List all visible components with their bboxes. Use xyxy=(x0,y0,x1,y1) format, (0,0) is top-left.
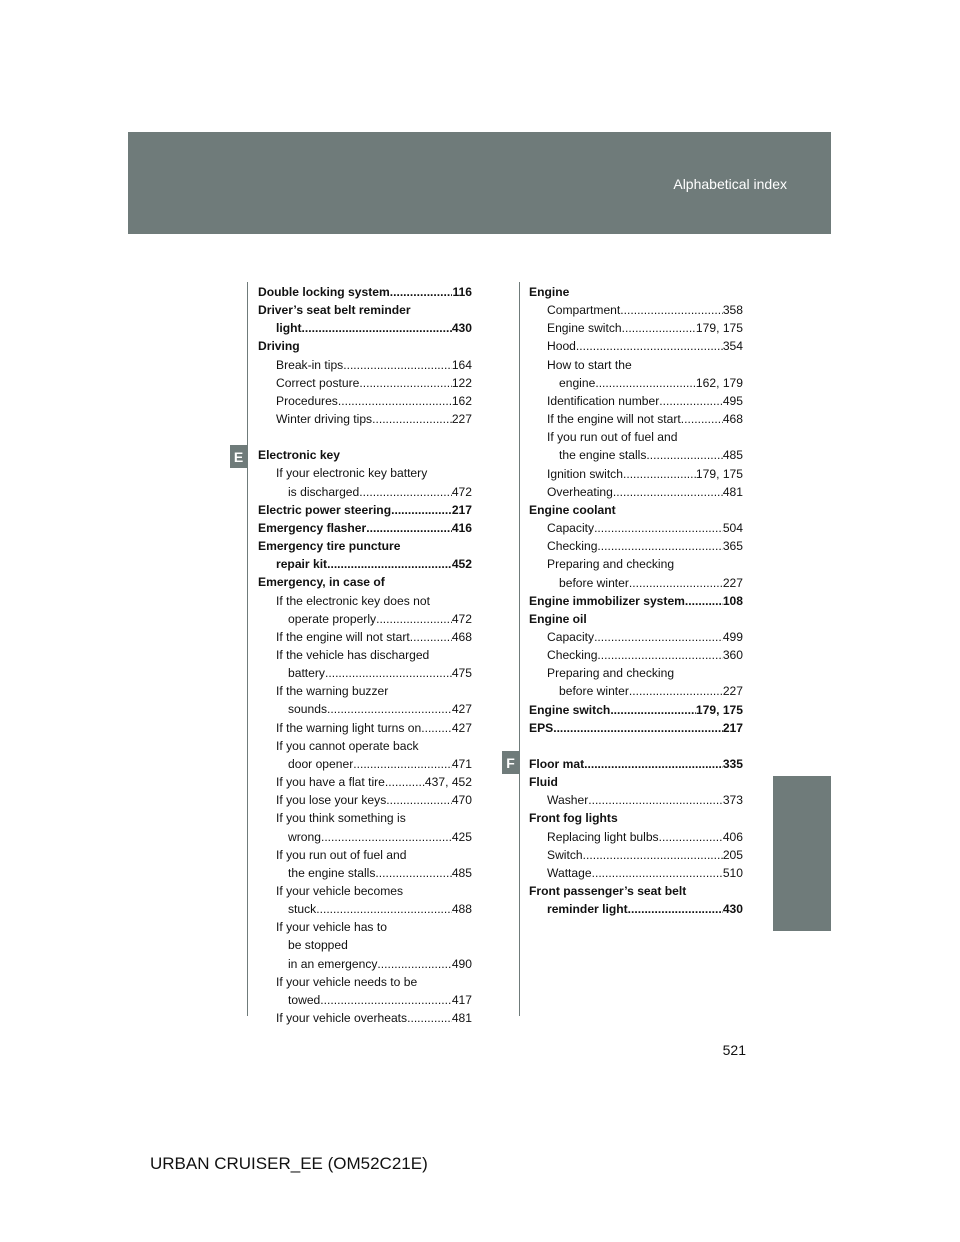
index-entry xyxy=(258,991,472,1009)
thumb-index-tab xyxy=(773,776,831,931)
dot-leader xyxy=(622,319,696,337)
index-entry-label: reminder light xyxy=(547,902,628,917)
index-entry-page: 510 xyxy=(722,865,743,880)
index-entry-page: 485 xyxy=(451,865,472,880)
index-entry-page: 504 xyxy=(722,521,743,536)
footer-text: URBAN CRUISER_EE (OM52C21E) xyxy=(150,1154,428,1173)
index-entry-label: Procedures xyxy=(276,393,338,408)
dot-leader xyxy=(338,392,452,410)
index-entry xyxy=(529,356,743,374)
index-entry xyxy=(258,592,472,610)
index-entry xyxy=(529,755,743,773)
index-entry-label: the engine stalls xyxy=(559,448,647,463)
index-entry-label: If your vehicle needs to be xyxy=(276,974,418,989)
index-entry xyxy=(529,337,743,355)
dot-leader xyxy=(321,828,452,846)
index-entry-label: Fluid xyxy=(529,775,558,790)
page-number: 521 xyxy=(722,1042,746,1058)
index-column-left xyxy=(258,283,472,1027)
dot-leader xyxy=(597,537,722,555)
index-entry-label: Electronic key xyxy=(258,448,341,463)
index-entry xyxy=(258,392,472,410)
index-entry-page: 452 xyxy=(451,557,472,572)
index-entry-page: 217 xyxy=(722,720,743,735)
index-entry-label: Capacity xyxy=(547,629,595,644)
index-entry xyxy=(258,828,472,846)
index-entry-page: 162, 179 xyxy=(695,375,743,390)
index-entry xyxy=(529,900,743,918)
section-gap xyxy=(529,737,743,755)
index-entry xyxy=(258,646,472,664)
index-entry-label: Driving xyxy=(258,339,300,354)
dot-leader xyxy=(359,483,452,501)
index-entry xyxy=(529,410,743,428)
letter-badge-e: E xyxy=(230,445,247,468)
index-entry-label: If you run out of fuel and xyxy=(547,430,678,445)
index-entry xyxy=(529,664,743,682)
index-entry-label: Front passenger’s seat belt xyxy=(529,884,687,898)
index-entry xyxy=(258,610,472,628)
index-entry-page: 227 xyxy=(451,412,472,427)
index-entry xyxy=(258,410,472,428)
index-entry-page: 490 xyxy=(451,956,472,971)
letter-badge-f: F xyxy=(502,751,519,774)
index-entry-label: Double locking system xyxy=(258,285,390,299)
dot-leader xyxy=(353,755,452,773)
index-entry-label: Engine coolant xyxy=(529,502,616,517)
index-entry-label: Preparing and checking xyxy=(547,557,675,572)
index-entry xyxy=(529,809,743,827)
index-entry xyxy=(529,446,743,464)
index-entry xyxy=(258,283,472,301)
index-entry xyxy=(258,846,472,864)
dot-leader xyxy=(553,719,723,737)
index-entry xyxy=(258,737,472,755)
index-entry-page: 427 xyxy=(451,702,472,717)
index-entry xyxy=(529,791,743,809)
index-entry-label: If your vehicle overheats xyxy=(276,1011,408,1026)
index-entry-label: the engine stalls xyxy=(288,865,376,880)
index-entry-page: 108 xyxy=(722,593,743,608)
index-entry xyxy=(529,592,743,610)
index-entry-page: 116 xyxy=(452,285,472,299)
index-entry-page: 164 xyxy=(451,357,472,372)
index-entry-label: If the vehicle has discharged xyxy=(276,647,430,662)
index-entry-page: 468 xyxy=(722,412,743,427)
index-entry-label: Checking xyxy=(547,539,598,554)
dot-leader xyxy=(377,955,451,973)
index-entry-label: Checking xyxy=(547,648,598,663)
index-entry xyxy=(529,610,743,628)
index-entry xyxy=(529,773,743,791)
index-entry-page: 406 xyxy=(722,829,743,844)
dot-leader xyxy=(359,374,451,392)
index-entry xyxy=(529,719,743,737)
dot-leader xyxy=(588,791,723,809)
index-entry-page: 470 xyxy=(451,793,472,808)
index-entry xyxy=(258,900,472,918)
index-entry xyxy=(529,828,743,846)
index-entry xyxy=(529,682,743,700)
dot-leader xyxy=(375,864,451,882)
index-entry xyxy=(529,301,743,319)
index-entry xyxy=(529,519,743,537)
index-entry-page: 468 xyxy=(451,629,472,644)
index-entry-label: wrong xyxy=(288,829,321,844)
index-entry-label: Preparing and checking xyxy=(547,666,675,681)
index-entry xyxy=(529,501,743,519)
index-entry-label: Emergency flasher xyxy=(258,520,367,535)
index-entry xyxy=(529,319,743,337)
index-entry-label: Emergency, in case of xyxy=(258,575,385,590)
index-entry-page: 425 xyxy=(451,829,472,844)
index-entry-label: before winter xyxy=(559,575,629,590)
dot-leader xyxy=(325,664,452,682)
dot-leader xyxy=(629,682,723,700)
dot-leader xyxy=(629,574,723,592)
index-entry-label: How to start the xyxy=(547,357,632,372)
index-entry-page: 472 xyxy=(451,484,472,499)
index-entry-label: Driver’s seat belt reminder xyxy=(258,303,411,318)
index-entry-page: 481 xyxy=(451,1011,472,1026)
dot-leader xyxy=(327,700,452,718)
index-entry-label: battery xyxy=(288,666,325,681)
dot-leader xyxy=(595,374,696,392)
index-entry xyxy=(258,664,472,682)
index-entry xyxy=(529,537,743,555)
index-entry xyxy=(258,755,472,773)
dot-leader xyxy=(302,319,452,337)
dot-leader xyxy=(681,410,723,428)
dot-leader xyxy=(659,392,723,410)
index-entry-label: operate properly xyxy=(288,611,377,626)
dot-leader xyxy=(685,592,723,610)
dot-leader xyxy=(623,465,696,483)
dot-leader xyxy=(421,719,452,737)
index-entry xyxy=(529,483,743,501)
index-entry-label: Correct posture xyxy=(276,375,360,390)
index-entry-label: If you have a flat tire xyxy=(276,775,385,790)
index-entry xyxy=(258,1009,472,1027)
index-entry-page: 417 xyxy=(451,992,472,1007)
section-gap xyxy=(258,428,472,446)
index-entry-label: Engine switch xyxy=(529,702,611,717)
index-entry-label: Replacing light bulbs xyxy=(547,829,659,844)
index-entry xyxy=(258,973,472,991)
index-entry xyxy=(529,555,743,573)
index-entry-page: 360 xyxy=(722,648,743,663)
index-entry xyxy=(258,374,472,392)
index-entry xyxy=(258,301,472,319)
index-entry-page: 227 xyxy=(722,684,743,699)
index-entry-page: 358 xyxy=(722,303,743,318)
index-entry-label: If the engine will not start xyxy=(276,629,410,644)
index-entry-label: If the electronic key does not xyxy=(276,593,430,608)
index-entry xyxy=(258,555,472,573)
dot-leader xyxy=(584,755,723,773)
index-entry-label: Overheating xyxy=(547,484,613,499)
index-entry xyxy=(529,392,743,410)
index-entry xyxy=(258,882,472,900)
dot-leader xyxy=(372,410,452,428)
dot-leader xyxy=(628,900,723,918)
index-entry-page: 416 xyxy=(451,520,472,535)
index-entry xyxy=(258,918,472,936)
index-entry xyxy=(258,936,472,954)
index-entry-label: If you think something is xyxy=(276,811,406,826)
index-entry-label: stuck xyxy=(288,902,317,917)
index-entry-label: be stopped xyxy=(288,938,348,953)
index-entry-label: Floor mat xyxy=(529,756,585,771)
index-entry-label: door opener xyxy=(288,756,354,771)
dot-leader xyxy=(327,555,452,573)
dot-leader xyxy=(576,337,723,355)
index-entry-page: 179, 175 xyxy=(695,702,743,717)
dot-leader xyxy=(320,991,452,1009)
index-entry-label: Capacity xyxy=(547,521,595,536)
index-entry xyxy=(258,319,472,337)
index-entry-label: Engine immobilizer system xyxy=(529,593,685,608)
index-entry-label: is discharged xyxy=(288,484,360,499)
index-entry-page: 472 xyxy=(451,611,472,626)
dot-leader xyxy=(646,446,722,464)
index-entry xyxy=(529,374,743,392)
index-entry xyxy=(258,955,472,973)
index-entry-page: 373 xyxy=(722,793,743,808)
dot-leader xyxy=(391,501,452,519)
index-entry xyxy=(258,537,472,555)
index-entry-page: 354 xyxy=(722,339,743,354)
index-entry-label: Front fog lights xyxy=(529,811,618,826)
index-entry-page: 335 xyxy=(722,756,743,771)
index-entry-label: towed xyxy=(288,992,321,1007)
index-entry-label: Engine switch xyxy=(547,321,622,336)
index-entry-page: 499 xyxy=(722,629,743,644)
dot-leader xyxy=(594,519,723,537)
index-entry-page: 495 xyxy=(722,393,743,408)
dot-leader xyxy=(376,610,452,628)
index-entry xyxy=(258,446,472,464)
left-column-rule xyxy=(247,282,248,1016)
index-entry-label: EPS xyxy=(529,720,554,735)
index-entry xyxy=(258,700,472,718)
index-entry-page: 162 xyxy=(451,393,472,408)
index-entry-page: 430 xyxy=(451,321,472,336)
index-entry-page: 205 xyxy=(722,847,743,862)
index-entry-page: 471 xyxy=(451,756,472,771)
index-entry-label: If your vehicle becomes xyxy=(276,884,404,898)
dot-leader xyxy=(659,828,723,846)
index-entry xyxy=(529,646,743,664)
index-entry-label: If you run out of fuel and xyxy=(276,847,407,862)
dot-leader xyxy=(390,283,453,301)
index-entry xyxy=(258,337,472,355)
index-entry-label: light xyxy=(276,321,302,336)
index-entry xyxy=(258,773,472,791)
index-entry-page: 427 xyxy=(451,720,472,735)
index-entry-label: engine xyxy=(559,375,596,390)
index-entry xyxy=(258,809,472,827)
index-entry-label: If you lose your keys xyxy=(276,793,387,808)
header-band xyxy=(128,132,831,234)
index-entry-label: Winter driving tips xyxy=(276,412,373,427)
dot-leader xyxy=(316,900,452,918)
index-entry-page: 217 xyxy=(451,502,472,517)
index-entry-label: Wattage xyxy=(547,865,592,880)
index-entry-page: 481 xyxy=(722,484,743,499)
index-entry-label: Emergency tire puncture xyxy=(258,539,401,554)
dot-leader xyxy=(407,1009,452,1027)
index-entry-page: 179, 175 xyxy=(695,466,743,481)
index-entry xyxy=(258,628,472,646)
index-entry xyxy=(529,846,743,864)
dot-leader xyxy=(610,701,696,719)
index-entry-page: 430 xyxy=(722,902,743,917)
index-entry-label: Compartment xyxy=(547,303,621,318)
index-entry-label: If the engine will not start xyxy=(547,412,681,427)
right-column-rule xyxy=(519,282,520,1016)
index-entry-label: Break-in tips xyxy=(276,357,344,372)
dot-leader xyxy=(385,773,425,791)
index-entry-page: 365 xyxy=(722,539,743,554)
dot-leader xyxy=(620,301,723,319)
index-entry-label: Engine xyxy=(529,285,570,299)
index-entry-label: Identification number xyxy=(547,393,660,408)
index-entry-label: repair kit xyxy=(276,557,328,572)
index-entry-page: 179, 175 xyxy=(695,321,743,336)
dot-leader xyxy=(583,846,723,864)
dot-leader xyxy=(366,519,452,537)
index-entry-page: 488 xyxy=(451,902,472,917)
index-entry xyxy=(258,483,472,501)
dot-leader xyxy=(386,791,452,809)
index-entry-page: 437, 452 xyxy=(424,775,472,790)
dot-leader xyxy=(597,646,722,664)
index-entry-label: Engine oil xyxy=(529,611,587,626)
index-entry xyxy=(529,882,743,900)
index-entry-label: in an emergency xyxy=(288,956,378,971)
index-entry xyxy=(258,519,472,537)
index-column-right xyxy=(529,283,743,918)
section-title: Alphabetical index xyxy=(673,176,787,192)
index-entry-page: 227 xyxy=(722,575,743,590)
dot-leader xyxy=(343,356,452,374)
index-entry-label: If the warning buzzer xyxy=(276,684,389,699)
index-entry xyxy=(529,465,743,483)
index-entry xyxy=(529,701,743,719)
index-entry-label: If your electronic key battery xyxy=(276,466,428,481)
index-entry-label: If the warning light turns on xyxy=(276,720,422,735)
index-entry xyxy=(258,719,472,737)
dot-leader xyxy=(613,483,723,501)
index-entry-label: Hood xyxy=(547,339,576,354)
index-entry-label: Switch xyxy=(547,847,583,862)
index-entry xyxy=(529,428,743,446)
index-entry-page: 122 xyxy=(451,375,472,390)
index-entry-label: If your vehicle has to xyxy=(276,920,387,935)
index-entry xyxy=(258,682,472,700)
index-entry-page: 485 xyxy=(722,448,743,463)
index-entry xyxy=(258,864,472,882)
index-entry-label: sounds xyxy=(288,702,327,717)
index-entry-label: If you cannot operate back xyxy=(276,738,419,753)
index-entry xyxy=(529,628,743,646)
index-entry xyxy=(258,573,472,591)
index-entry-page: 475 xyxy=(451,666,472,681)
dot-leader xyxy=(592,864,723,882)
dot-leader xyxy=(410,628,452,646)
index-entry-label: Electric power steering xyxy=(258,502,392,517)
dot-leader xyxy=(594,628,723,646)
index-entry xyxy=(258,464,472,482)
index-entry xyxy=(529,864,743,882)
index-entry xyxy=(258,791,472,809)
index-entry xyxy=(258,356,472,374)
index-entry xyxy=(529,283,743,301)
index-entry xyxy=(529,574,743,592)
index-entry-label: Washer xyxy=(547,793,589,808)
index-entry-label: Ignition switch xyxy=(547,466,623,481)
index-entry xyxy=(258,501,472,519)
index-entry-label: before winter xyxy=(559,684,629,699)
